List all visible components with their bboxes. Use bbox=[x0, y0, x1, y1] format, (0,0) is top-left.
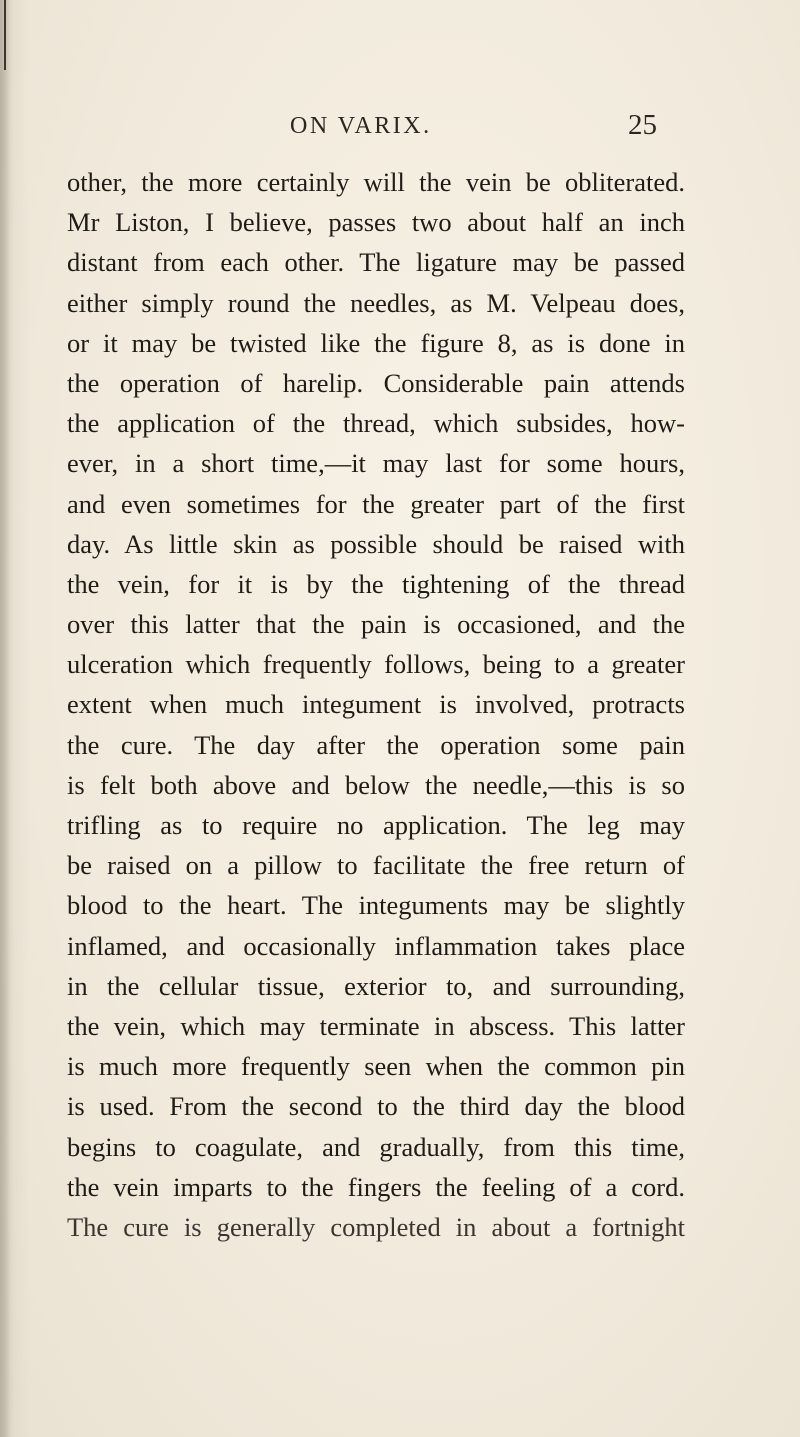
text-line: be raised on a pillow to facilitate the free return of bbox=[67, 850, 685, 881]
page-edge-shadow bbox=[0, 0, 10, 1437]
text-line: trifling as to require no application. The leg may bbox=[67, 810, 685, 840]
page-number: 25 bbox=[628, 109, 657, 141]
text-line: over this latter that the pain is occasioned, and the bbox=[67, 609, 685, 640]
text-line: is much more frequently seen when the common pin bbox=[67, 1051, 685, 1082]
text-line: either simply round the needles, as M. Velpeau does, bbox=[67, 287, 685, 318]
text-line: the vein, which may terminate in abscess. This latter bbox=[67, 1010, 685, 1041]
text-line: or it may be twisted like the figure 8, as is done in bbox=[67, 327, 685, 358]
text-line: day. As little skin as possible should be raised with bbox=[67, 528, 685, 559]
text-line: ever, in a short time,—it may last for some hours, bbox=[67, 448, 685, 479]
text-line: in the cellular tissue, exterior to, and surrounding, bbox=[67, 970, 685, 1001]
text-line: is felt both above and below the needle,—this is so bbox=[67, 769, 685, 800]
text-line: the cure. The day after the operation some pain bbox=[67, 729, 685, 760]
text-line: the vein, for it is by the tightening of the thread bbox=[67, 568, 685, 599]
text-line: Mr Liston, I believe, passes two about half an inch bbox=[67, 207, 685, 238]
text-line: the vein imparts to the fingers the feeling of a cord. bbox=[67, 1171, 685, 1202]
text-line: The cure is generally completed in about a fortnight bbox=[67, 1211, 685, 1242]
text-line: the operation of harelip. Considerable pain attends bbox=[67, 367, 685, 398]
text-line: other, the more certainly will the vein be obliterated. bbox=[67, 167, 685, 197]
text-line: inflamed, and occasionally inflammation takes place bbox=[67, 930, 685, 961]
running-header bbox=[0, 109, 800, 143]
text-line: the application of the thread, which subsides, how- bbox=[67, 408, 685, 439]
text-line: is used. From the second to the third day the blood bbox=[67, 1091, 685, 1122]
text-line: extent when much integument is involved, protracts bbox=[67, 689, 685, 720]
text-line: and even sometimes for the greater part of the first bbox=[67, 488, 685, 519]
text-line: begins to coagulate, and gradually, from this time, bbox=[67, 1131, 685, 1162]
body-text bbox=[67, 162, 685, 1247]
text-line: ulceration which frequently follows, being to a greater bbox=[67, 649, 685, 680]
running-title: ON VARIX. bbox=[290, 113, 432, 139]
text-line: blood to the heart. The integuments may be slightly bbox=[67, 890, 685, 921]
text-line: distant from each other. The ligature may be passed bbox=[67, 247, 685, 278]
binding-edge-line bbox=[4, 0, 6, 70]
